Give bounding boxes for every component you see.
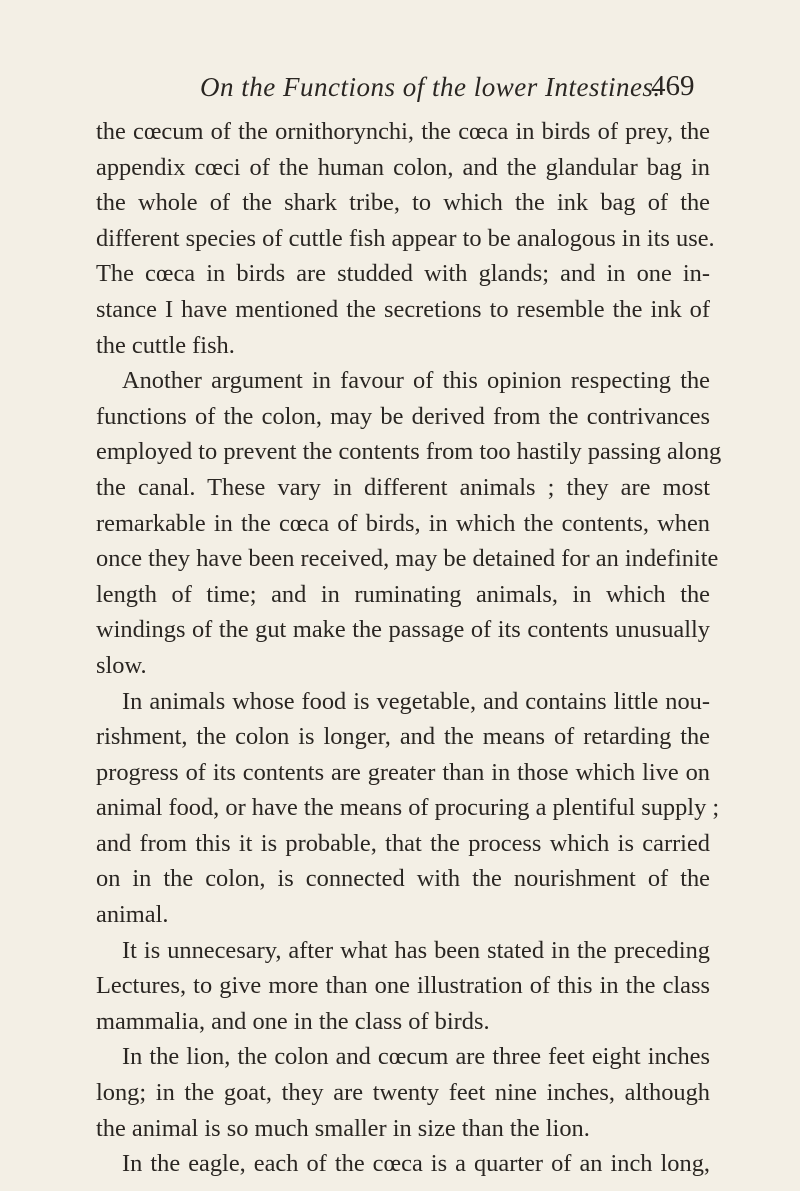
text-line: the animal is so much smaller in size than the lion. <box>96 1114 590 1142</box>
text-line: employed to prevent the contents from too hastily passing along <box>96 438 722 466</box>
text-line: Lectures, to give more than one illustration of this in the class <box>96 972 710 1000</box>
text-line: the canal. These vary in different animals ; they are most <box>96 473 710 501</box>
text-line: In the lion, the colon and cœcum are three feet eight inches <box>122 1043 710 1071</box>
text-line: and from this it is probable, that the process which is carried <box>96 829 710 857</box>
running-head <box>0 68 800 108</box>
text-line: long; in the goat, they are twenty feet nine inches, although <box>96 1079 710 1107</box>
text-line: mammalia, and one in the class of birds. <box>96 1007 490 1035</box>
text-line: the whole of the shark tribe, to which the ink bag of the <box>96 189 710 217</box>
text-line: In the eagle, each of the cœca is a quarter of an inch long, <box>122 1150 710 1178</box>
text-line: the cœcum of the ornithorynchi, the cœca in birds of prey, the <box>96 118 710 145</box>
text-line: length of time; and in ruminating animals, in which the <box>96 580 710 608</box>
text-line: progress of its contents are greater than in those which live on <box>96 758 710 786</box>
text-line: windings of the gut make the passage of its contents unusually <box>96 616 710 644</box>
text-line: It is unnecesary, after what has been stated in the preceding <box>122 936 710 964</box>
text-line: Another argument in favour of this opinion respecting the <box>122 367 710 395</box>
text-line: the cuttle fish. <box>96 331 235 359</box>
body-text <box>96 114 722 1182</box>
text-line: on in the colon, is connected with the nourishment of the <box>96 865 710 893</box>
text-line: The cœca in birds are studded with glands; and in one in- <box>96 260 710 288</box>
text-line: slow. <box>96 651 147 679</box>
text-line: stance I have mentioned the secretions to resemble the ink of <box>96 295 710 323</box>
text-line: different species of cuttle fish appear to be analogous in its use. <box>96 224 715 252</box>
text-line: In animals whose food is vegetable, and contains little nou- <box>122 687 710 715</box>
text-line: remarkable in the cœca of birds, in which the contents, when <box>96 509 710 537</box>
text-line: rishment, the colon is longer, and the means of retarding the <box>96 723 710 751</box>
running-head-title: On the Functions of the lower Intestines. <box>200 72 661 102</box>
page-number: 469 <box>651 70 695 102</box>
text-line: animal food, or have the means of procuring a plentiful supply ; <box>96 794 720 822</box>
text-line: functions of the colon, may be derived from the contrivances <box>96 402 710 430</box>
text-line: animal. <box>96 901 169 929</box>
text-line: once they have been received, may be detained for an indefinite <box>96 545 719 573</box>
text-line: appendix cœci of the human colon, and the glandular bag in <box>96 153 710 181</box>
